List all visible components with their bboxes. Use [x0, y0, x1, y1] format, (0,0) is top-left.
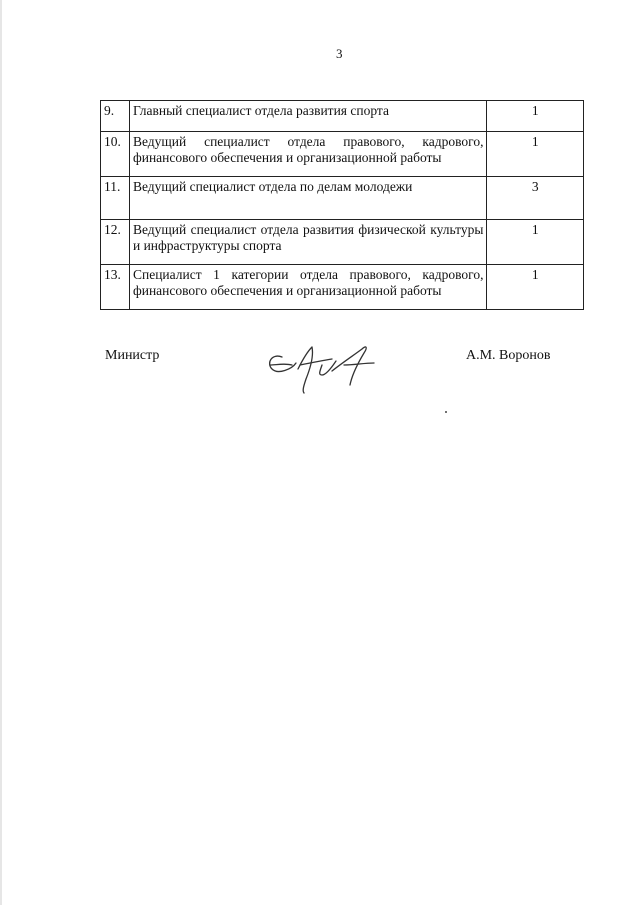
table-row — [101, 220, 584, 265]
table-row — [101, 132, 584, 177]
staff-count: 1 — [487, 101, 584, 132]
table-row — [101, 101, 584, 132]
scan-speck — [445, 411, 447, 413]
table-row — [101, 265, 584, 310]
staff-count: 1 — [487, 265, 584, 310]
signature-image — [262, 335, 392, 395]
position-title: Специалист 1 категории отдела правового, кадрового, финансового обеспечения и организационной работы — [129, 265, 487, 310]
position-title: Ведущий специалист отдела по делам молодежи — [129, 177, 487, 220]
signatory-name: А.М. Воронов — [466, 348, 551, 363]
row-number: 9. — [101, 101, 130, 132]
position-title: Ведущий специалист отдела правового, кадрового, финансового обеспечения и организационной работы — [129, 132, 487, 177]
scan-edge — [0, 0, 2, 905]
row-number: 12. — [101, 220, 130, 265]
row-number: 10. — [101, 132, 130, 177]
staff-count: 1 — [487, 220, 584, 265]
page-number: 3 — [336, 46, 343, 61]
staff-count: 3 — [487, 177, 584, 220]
table-row — [101, 177, 584, 220]
row-number: 11. — [101, 177, 130, 220]
staff-table — [100, 100, 584, 310]
position-title: Главный специалист отдела развития спорта — [129, 101, 487, 132]
row-number: 13. — [101, 265, 130, 310]
staff-count: 1 — [487, 132, 584, 177]
signatory-position: Министр — [105, 348, 160, 363]
position-title: Ведущий специалист отдела развития физической культуры и инфраструктуры спорта — [129, 220, 487, 265]
